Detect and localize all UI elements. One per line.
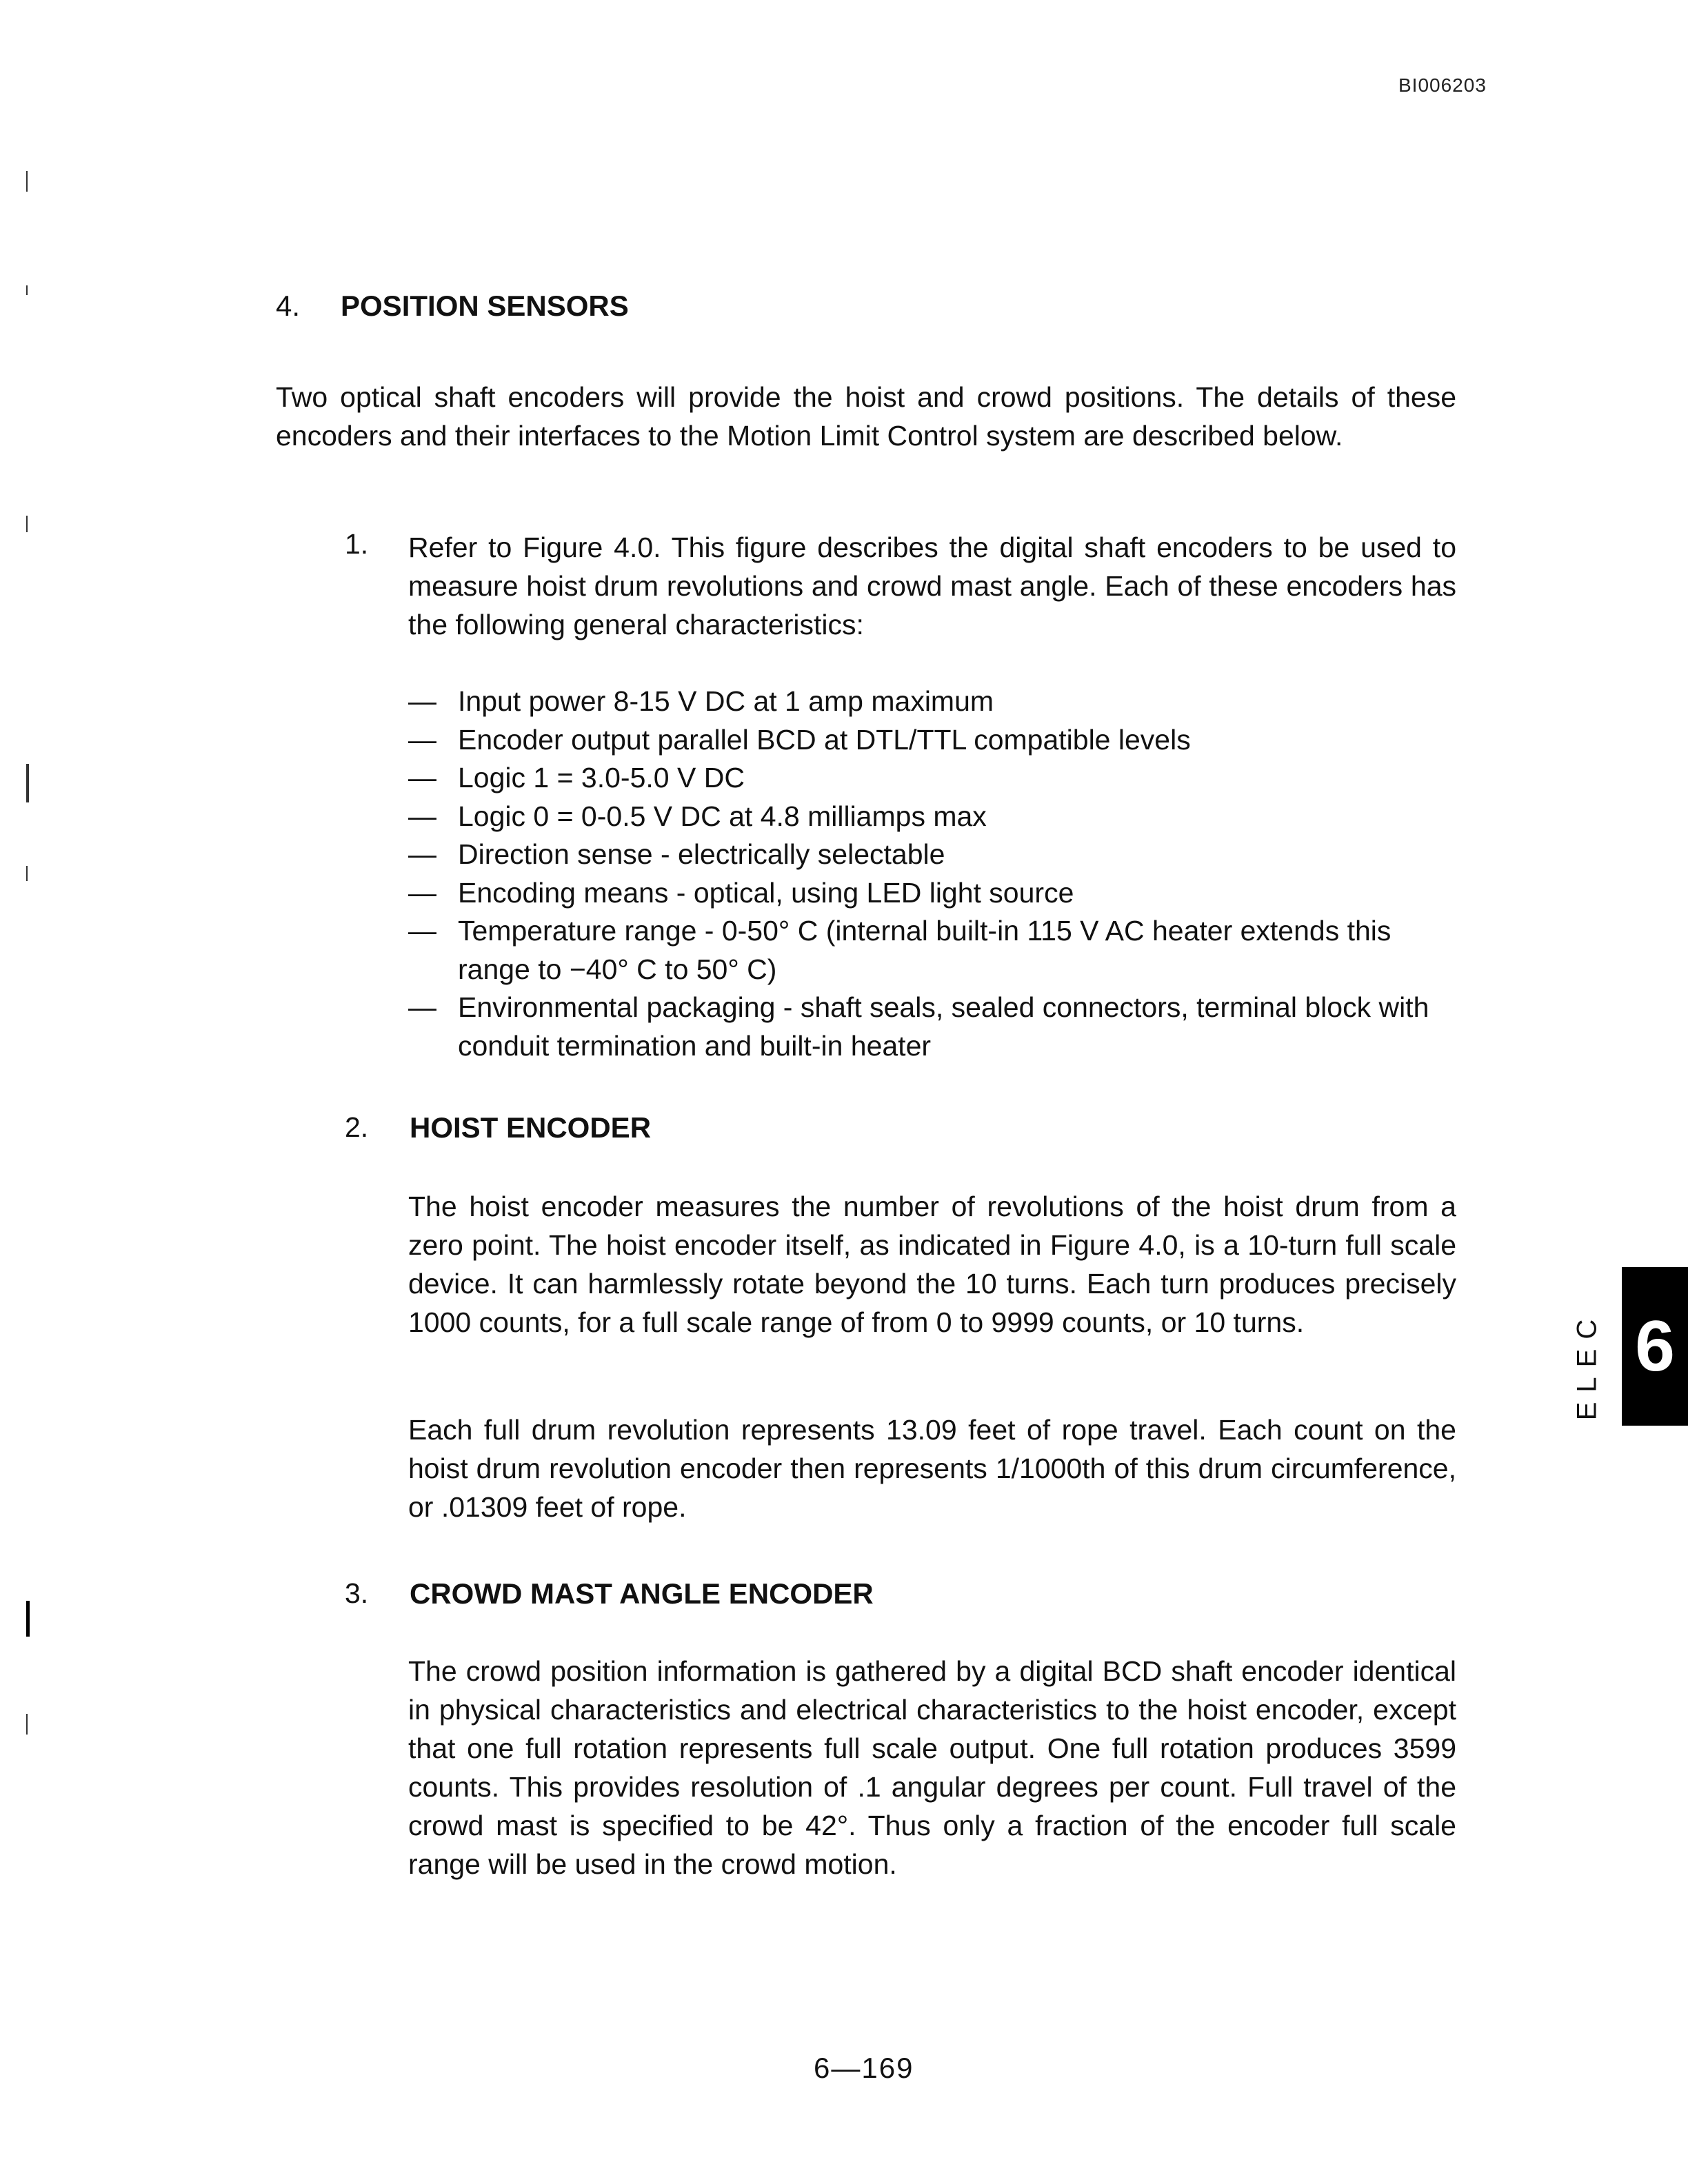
- scan-edge-mark: [26, 866, 28, 881]
- list-item: — Direction sense - electrically selectable: [408, 836, 1463, 874]
- bullet-dash: —: [408, 762, 436, 793]
- scan-edge-mark: [26, 516, 28, 532]
- scan-edge-mark: [26, 764, 29, 802]
- item-2-paragraph-2: Each full drum revolution represents 13.09 feet of rope travel. Each count on the hoist drum revolution encoder then represents 1/1000th of this drum circumference, or .01309 feet of rope.: [408, 1414, 1456, 1523]
- bullet-dash: —: [408, 723, 436, 756]
- characteristics-list: [408, 682, 1463, 1065]
- section-heading: [276, 290, 629, 323]
- section-tab-label: ELEC: [1571, 1309, 1602, 1421]
- item-2-number: 2.: [345, 1111, 369, 1143]
- item-3-number: 3.: [345, 1577, 369, 1609]
- scan-edge-mark: [26, 285, 28, 295]
- item-1-number: 1.: [345, 528, 369, 560]
- list-item: — Encoder output parallel BCD at DTL/TTL compatible levels: [408, 721, 1463, 760]
- section-number: 4.: [276, 290, 301, 322]
- section-title: POSITION SENSORS: [341, 290, 629, 322]
- item-3-paragraph: The crowd position information is gathered by a digital BCD shaft encoder identical in physical characteristics and electrical characteristics to the hoist encoder, except that one full rotation represents full scale output. One full rotation produces 3599 counts. This provides resolution of .1 angular degrees per count. Full travel of the crowd mast is specified to be 42°. Thus only a fraction of the encoder full scale range will be used in the crowd motion.: [408, 1655, 1456, 1880]
- bullet-dash: —: [408, 991, 436, 1023]
- intro-paragraph: Two optical shaft encoders will provide the hoist and crowd positions. The details of these encoders and their interfaces to the Motion Limit Control system are described below.: [276, 381, 1456, 452]
- section-tab: [1622, 1267, 1688, 1426]
- bullet-dash: —: [408, 800, 436, 832]
- bullet-dash: —: [408, 838, 436, 870]
- list-item: — Environmental packaging - shaft seals, sealed connectors, terminal block with conduit termination and built-in heater: [408, 989, 1463, 1065]
- item-2-paragraph-1: The hoist encoder measures the number of revolutions of the hoist drum from a zero point. The hoist encoder itself, as indicated in Figure 4.0, is a 10-turn full scale device. It can harmlessly rotate beyond the 10 turns. Each turn produces precisely 1000 counts, for a full scale range of from 0 to 9999 counts, or 10 turns.: [408, 1191, 1456, 1338]
- bullet-dash: —: [408, 685, 436, 717]
- item-2-title: HOIST ENCODER: [410, 1111, 652, 1144]
- scan-edge-mark: [26, 1714, 28, 1735]
- page-number: 6—169: [814, 2052, 914, 2084]
- list-item: — Input power 8-15 V DC at 1 amp maximum: [408, 682, 1463, 721]
- document-id: BI006203: [1398, 74, 1487, 96]
- list-item: — Logic 0 = 0-0.5 V DC at 4.8 milliamps max: [408, 798, 1463, 836]
- list-item: — Encoding means - optical, using LED light source: [408, 874, 1463, 913]
- bullet-dash: —: [408, 915, 436, 947]
- section-tab-number: 6: [1635, 1306, 1675, 1386]
- item-3-title: CROWD MAST ANGLE ENCODER: [410, 1577, 874, 1610]
- bullet-dash: —: [408, 876, 436, 909]
- list-item: — Logic 1 = 3.0-5.0 V DC: [408, 759, 1463, 798]
- scan-edge-mark: [26, 1601, 30, 1637]
- item-1-paragraph: Refer to Figure 4.0. This figure describes the digital shaft encoders to be used to measure hoist drum revolutions and crowd mast angle. Each of these encoders has the following general characteristics:: [408, 532, 1456, 640]
- list-item: — Temperature range - 0-50° C (internal built-in 115 V AC heater extends this range to −40° C to 50° C): [408, 912, 1463, 989]
- scan-edge-mark: [26, 171, 28, 192]
